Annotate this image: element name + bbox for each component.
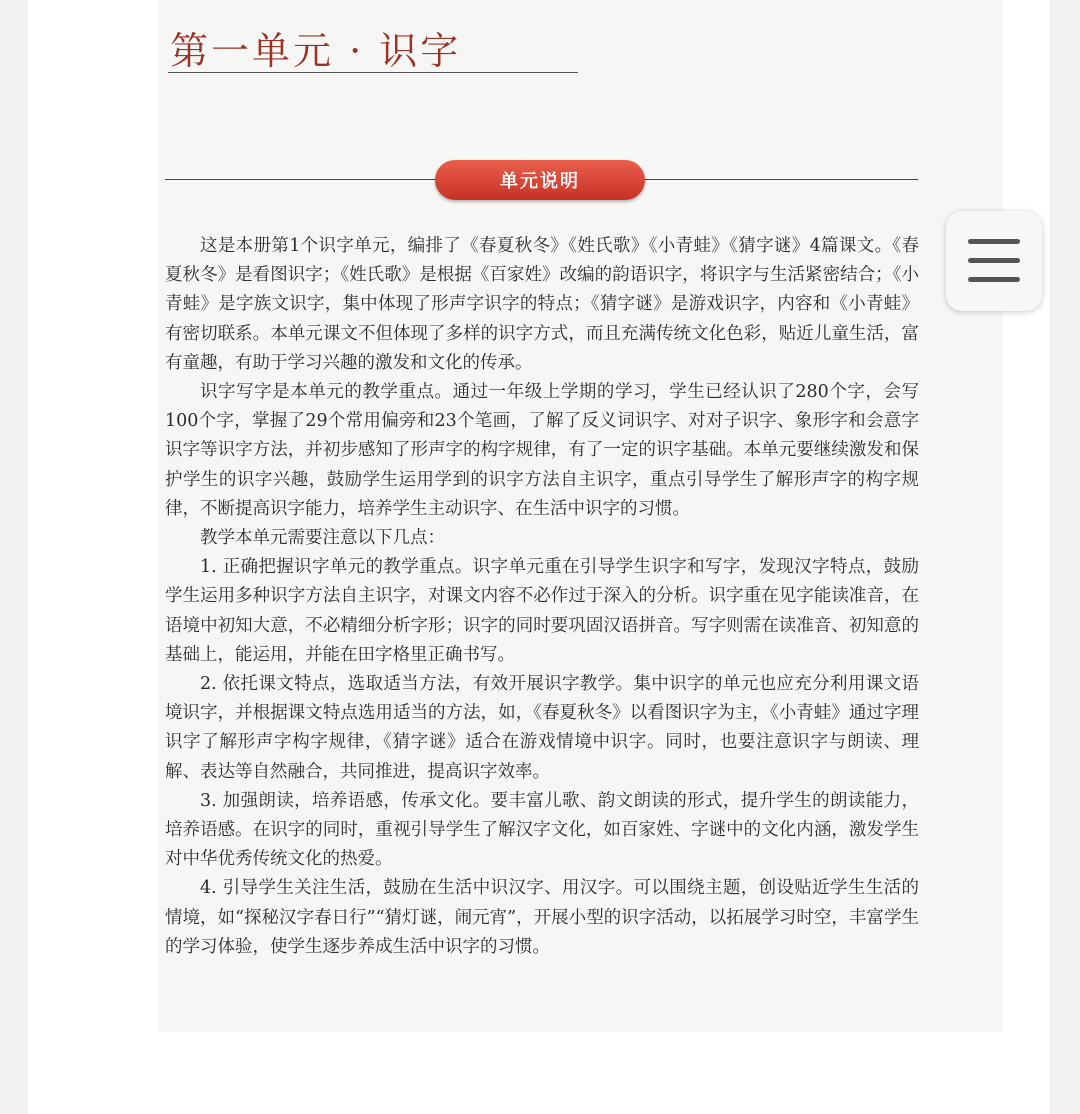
section-divider-right <box>640 179 918 180</box>
paragraph: 识字写字是本单元的教学重点。通过一年级上学期的学习，学生已经认识了280个字，会写100个字，掌握了29个常用偏旁和23个笔画，了解了反义词识字、对对子识字、象形字和会意字识字等识字方法，并初步感知了形声字的构字规律，有了一定的识字基础。本单元要继续激发和保护学生的识字兴趣，鼓励学生运用学到的识字方法自主识字，重点引导学生了解形声字的构字规律，不断提高识字能力，培养学生主动识字、在生活中识字的习惯。 <box>165 382 919 519</box>
menu-button[interactable] <box>946 211 1042 311</box>
section-title-badge: 单元说明 <box>435 160 645 200</box>
paragraph: 3. 加强朗读，培养语感，传承文化。要丰富儿歌、韵文朗读的形式，提升学生的朗读能力，培养语感。在识字的同时，重视引导学生了解汉字文化，如百家姓、字谜中的文化内涵，激发学生对中华优秀传统文化的热爱。 <box>165 790 919 870</box>
section-divider-left <box>165 179 440 180</box>
paragraph: 4. 引导学生关注生活，鼓励在生活中识汉字、用汉字。可以围绕主题，创设贴近学生生活的情境，如“探秘汉字春日行”“猜灯谜，闹元宵”，开展小型的识字活动，以拓展学习时空，丰富学生的学习体验，使学生逐步养成生活中识字的习惯。 <box>165 878 919 957</box>
title-underline <box>168 72 578 73</box>
paragraph: 教学本单元需要注意以下几点： <box>200 528 445 549</box>
paragraph: 1. 正确把握识字单元的教学重点。识字单元重在引导学生识字和写字，发现汉字特点，鼓励学生运用多种识字方法自主识字，对课文内容不必作过于深入的分析。识字重在见字能读准音，在语境中初知大意，不必精细分析字形；识字的同时要巩固汉语拼音。写字则需在读准音、初知意的基础上，能运用，并能在田字格里正确书写。 <box>165 557 919 665</box>
paragraph: 这是本册第1个识字单元，编排了《春夏秋冬》《姓氏歌》《小青蛙》《猜字谜》4篇课文。《春夏秋冬》是看图识字；《姓氏歌》是根据《百家姓》改编的韵语识字，将识字与生活紧密结合；《小青蛙》是字族文识字，集中体现了形声字识字的特点；《猜字谜》是游戏识字，内容和《小青蛙》有密切联系。本单元课文不但体现了多样的识字方式，而且充满传统文化色彩，贴近儿童生活，富有童趣，有助于学习兴趣的激发和文化的传承。 <box>165 236 919 373</box>
paragraph: 2. 依托课文特点，选取适当方法，有效开展识字教学。集中识字的单元也应充分利用课文语境识字，并根据课文特点选用适当的方法，如，《春夏秋冬》以看图识字为主，《小青蛙》通过字理识字了解形声字构字规律，《猜字谜》适合在游戏情境中识字。同时，也要注意识字与朗读、理解、表达等自然融合，共同推进，提高识字效率。 <box>165 674 919 782</box>
unit-title: 第一单元 · 识字 <box>170 29 462 73</box>
body-text <box>165 232 919 962</box>
